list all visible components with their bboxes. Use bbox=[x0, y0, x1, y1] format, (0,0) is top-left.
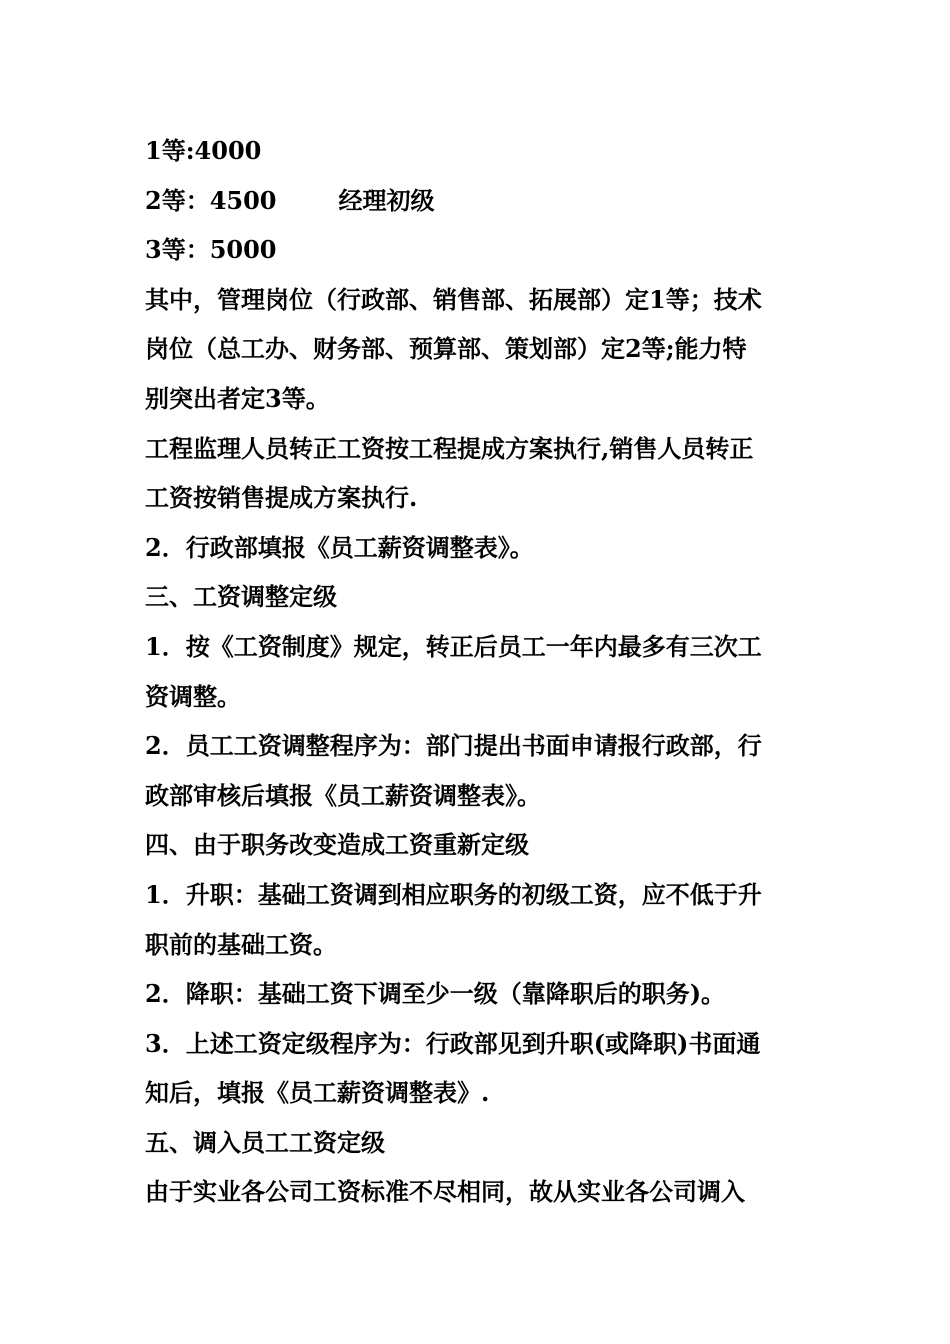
section-5-heading bbox=[145, 1118, 810, 1168]
grade-2-text: 2等：4500 bbox=[145, 185, 277, 215]
paragraph-line: 别突出者定3等。 bbox=[145, 383, 330, 413]
section-4-item-1 bbox=[145, 870, 810, 969]
paragraph-line: 2．降职：基础工资下调至少一级（靠降职后的职务)。 bbox=[145, 979, 726, 1009]
paragraph-line: 工程监理人员转正工资按工程提成方案执行,销售人员转正 bbox=[145, 433, 754, 463]
grade-3-line bbox=[145, 225, 810, 275]
section-title: 四、由于职务改变造成工资重新定级 bbox=[145, 830, 529, 860]
paragraph-line: 由于实业各公司工资标准不尽相同，故从实业各公司调入 bbox=[145, 1177, 745, 1207]
paragraph-position-grades bbox=[145, 275, 810, 424]
paragraph-line: 3．上述工资定级程序为：行政部见到升职(或降职)书面通 bbox=[145, 1028, 761, 1058]
paragraph-supervision-sales bbox=[145, 424, 810, 523]
paragraph-line: 1．升职：基础工资调到相应职务的初级工资，应不低于升 bbox=[145, 879, 762, 909]
section-4-item-2 bbox=[145, 969, 810, 1019]
document-body bbox=[145, 126, 810, 1217]
grade-2-note: 经理初级 bbox=[338, 185, 435, 215]
section-3-heading bbox=[145, 572, 810, 622]
paragraph-line: 其中，管理岗位（行政部、销售部、拓展部）定1等；技术 bbox=[145, 284, 762, 314]
section-3-item-2 bbox=[145, 721, 810, 820]
grade-2-line bbox=[145, 176, 810, 226]
item-fill-salary-form bbox=[145, 523, 810, 573]
grade-1-text: 1等:4000 bbox=[145, 136, 262, 165]
section-4-heading bbox=[145, 820, 810, 870]
paragraph-line: 职前的基础工资。 bbox=[145, 929, 337, 959]
paragraph-line: 1．按《工资制度》规定，转正后员工一年内最多有三次工 bbox=[145, 631, 762, 661]
paragraph-line: 工资按销售提成方案执行. bbox=[145, 483, 418, 513]
section-title: 五、调入员工工资定级 bbox=[145, 1127, 385, 1157]
grade-1-line bbox=[145, 126, 810, 176]
paragraph-line: 知后，填报《员工薪资调整表》. bbox=[145, 1078, 490, 1108]
paragraph-line: 资调整。 bbox=[145, 681, 241, 711]
section-title: 三、工资调整定级 bbox=[145, 582, 337, 612]
paragraph-line: 岗位（总工办、财务部、预算部、策划部）定2等;能力特 bbox=[145, 334, 747, 364]
section-4-item-3 bbox=[145, 1019, 810, 1118]
section-3-item-1 bbox=[145, 622, 810, 721]
section-5-paragraph bbox=[145, 1167, 810, 1217]
paragraph-line: 政部审核后填报《员工薪资调整表》。 bbox=[145, 780, 541, 810]
paragraph-line: 2．员工工资调整程序为：部门提出书面申请报行政部，行 bbox=[145, 731, 762, 761]
grade-3-text: 3等：5000 bbox=[145, 235, 277, 265]
paragraph-line: 2．行政部填报《员工薪资调整表》。 bbox=[145, 532, 534, 562]
